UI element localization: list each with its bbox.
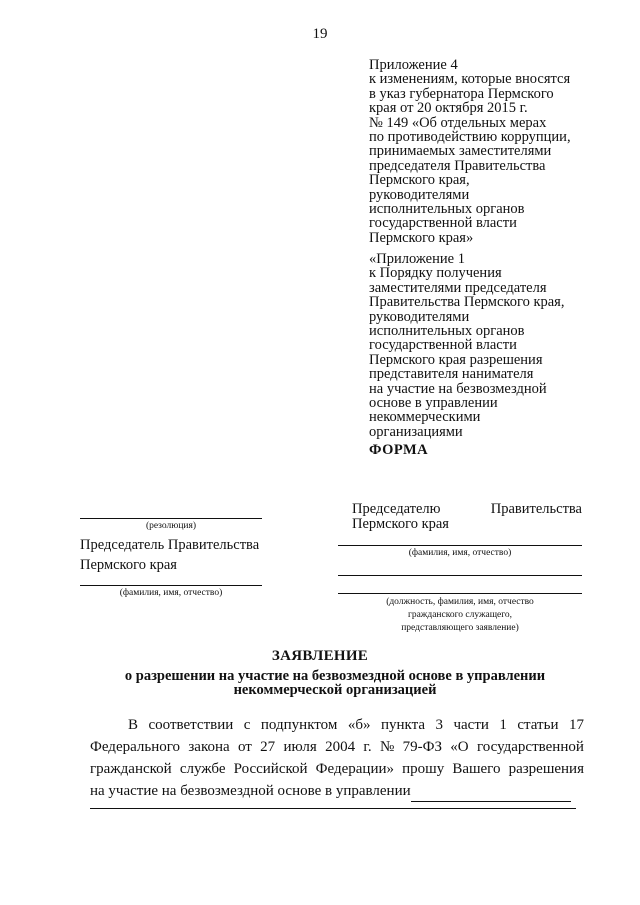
document-subtitle [100,669,570,697]
subtitle-line-2: некоммерческой организацией [233,682,437,698]
appendix-4-line: в указ губернатора Пермского [369,85,554,102]
caption-line: гражданского служащего, [407,610,513,620]
form-label: ФОРМА [369,442,429,458]
body-word: соответствии [148,717,234,733]
appendix-4-line: исполнительных органов [369,201,525,218]
resolution-caption: (резолюция) [145,521,197,531]
body-word: Вашего [452,761,501,777]
body-word: гражданской [90,761,172,777]
body-line-4-text: на участие на безвозмездной основе в управлении [90,783,411,799]
addressee-extra-line [338,575,582,576]
caption-line: (должность, фамилия, имя, отчество [386,597,534,607]
body-line-4 [90,780,584,802]
body-word: № [379,739,395,755]
addressee-position-caption [338,596,582,635]
document-title: ЗАЯВЛЕНИЕ [271,648,369,664]
appendix-4-line: Пермского края» [369,229,474,246]
appendix-4-line: по противодействию коррупции, [369,129,571,146]
body-word: июля [283,739,317,755]
appendix-1-line: представителя нанимателя [369,366,534,383]
body-word: Федерального [90,739,181,755]
subtitle-line-1: о разрешении на участие на безвозмездной основе в управлении [124,668,546,684]
signer-line-2: Пермского края [80,557,177,573]
resolution-fio-line [80,585,262,586]
organization-blank-line [411,785,571,802]
body-word: 27 [260,739,276,755]
body-word: «О [450,739,469,755]
addressee-fio-caption: (фамилия, имя, отчество) [408,548,512,558]
body-word: прошу [402,761,445,777]
body-word: от [237,739,252,755]
addressee-word-2: Правительства [490,501,582,517]
body-word: закона [188,739,230,755]
appendix-1-line: руководителями [369,308,470,325]
resolution-fio-caption: (фамилия, имя, отчество) [119,588,223,598]
appendix-1-line: Пермского края разрешения [369,351,543,368]
body-word: 79-ФЗ [402,739,442,755]
appendix-1-header [369,252,609,439]
appendix-1-line: к Порядку получения [369,265,502,282]
signer-line-1: Председатель Правительства [80,537,260,553]
body-word: 3 [435,717,443,733]
appendix-1-line: государственной власти [369,337,517,354]
body-line-1 [90,714,584,736]
appendix-4-line: края от 20 октября 2015 г. [369,100,528,117]
body-line-3 [90,758,584,780]
body-word: Федерации» [315,761,395,777]
body-line-2 [90,736,584,758]
appendix-1-line: исполнительных органов [369,323,525,340]
appendix-4-line: государственной власти [369,215,517,232]
body-word: 17 [568,717,584,733]
appendix-1-line: некоммерческими [369,409,481,426]
resolution-line [80,518,262,519]
body-word: подпунктом [260,717,338,733]
appendix-1-line: на участие на безвозмездной [369,380,547,397]
application-body [90,714,584,802]
appendix-1-line: основе в управлении [369,395,498,412]
appendix-4-line: № 149 «Об отдельных мерах [369,114,547,131]
appendix-4-line: Пермского края, [369,172,470,189]
addressee-fio-line [338,545,582,546]
appendix-1-line: заместителями председателя [369,279,547,296]
body-word: статьи [517,717,559,733]
addressee-block [352,502,582,531]
appendix-4-line: председателя Правительства [369,157,546,174]
appendix-4-line: к изменениям, которые вносятся [369,71,571,88]
addressee-position-line [338,593,582,594]
body-word: Российской [233,761,308,777]
body-word: 1 [499,717,507,733]
body-word: пункта [380,717,425,733]
continuation-blank-line [90,808,576,809]
body-word: государственной [476,739,584,755]
addressee-word-1: Председателю [352,501,441,517]
page-number: 19 [312,26,328,42]
appendix-1-line: организациями [369,423,463,440]
body-word: с [243,717,251,733]
body-word: г. [363,739,372,755]
resolution-signer [80,535,259,575]
caption-line: представляющего заявление) [401,623,519,633]
appendix-4-line: принимаемых заместителями [369,143,552,160]
body-word: 2004 [325,739,356,755]
appendix-4-header [369,58,609,245]
addressee-line-2: Пермского края [352,515,449,532]
appendix-1-line: Правительства Пермского края, [369,294,565,311]
body-word: службе [179,761,226,777]
body-word: «б» [347,717,371,733]
body-word: разрешения [508,761,584,777]
body-word: части [453,717,489,733]
appendix-1-line: «Приложение 1 [369,251,465,267]
appendix-4-line: Приложение 4 [369,57,458,73]
body-word: В [128,717,139,733]
appendix-4-line: руководителями [369,186,470,203]
